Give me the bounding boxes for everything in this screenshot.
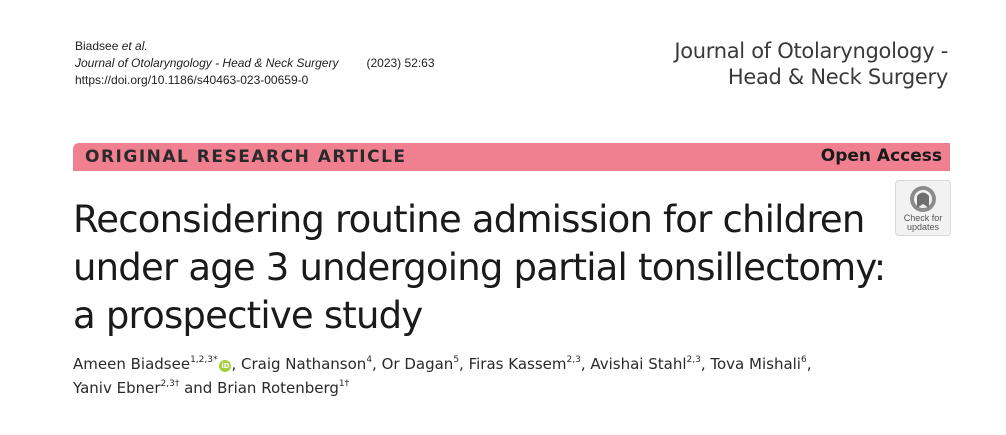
check-for-updates-line2: updates xyxy=(906,222,940,232)
citation-journal: Journal of Otolaryngology - Head & Neck Surgery (2023) 52:63 xyxy=(75,56,435,70)
author-affiliation: 2,3† xyxy=(160,379,180,389)
check-for-updates-button[interactable] xyxy=(895,180,951,236)
journal-brand xyxy=(674,38,948,90)
open-access-label: Open Access xyxy=(820,146,942,166)
author-name[interactable]: Brian Rotenberg xyxy=(217,379,339,397)
check-for-updates-icon xyxy=(908,184,938,214)
journal-brand-line2: Head & Neck Surgery xyxy=(727,65,948,89)
author-affiliation: 4 xyxy=(366,355,373,365)
author-name[interactable]: Tova Mishali xyxy=(710,355,801,373)
author-list xyxy=(73,352,953,400)
author-name[interactable]: Avishai Stahl xyxy=(590,355,687,373)
title-line-2: under age 3 undergoing partial tonsillectomy: xyxy=(73,246,886,289)
author-affiliation: 2,3 xyxy=(686,355,701,365)
title-line-3: a prospective study xyxy=(73,294,423,337)
author-name[interactable]: Yaniv Ebner xyxy=(73,379,161,397)
author-affiliation: 2,3 xyxy=(566,355,581,365)
author-affiliation: 6 xyxy=(800,355,807,365)
citation-block xyxy=(75,38,435,89)
author-line-1: Ameen Biadsee$^{1,2,3*}$iD , Craig Nathanson$^4$, Or Dagan$^5$, Firas Kassem$^{2,3}$, Avishai Stahl$^{2,3}$, Tova Mishali$^6$, xyxy=(73,355,812,373)
author-name[interactable]: Firas Kassem xyxy=(468,355,567,373)
author-name[interactable]: Craig Nathanson xyxy=(241,355,367,373)
citation-doi-link[interactable]: https://doi.org/10.1186/s40463-023-00659-0 xyxy=(75,73,309,87)
author-line-2: Yaniv Ebner$^{2,3\dagger}$ and Brian Rotenberg$^{1\dagger}$ xyxy=(73,379,350,397)
title-line-1: Reconsidering routine admission for children xyxy=(73,198,865,241)
author-affiliation: 5 xyxy=(453,355,460,365)
citation-authors: Biadsee et al. xyxy=(75,39,148,53)
citation-year-volume: (2023) 52:63 xyxy=(366,56,435,70)
author-name[interactable]: Ameen Biadsee xyxy=(73,355,191,373)
orcid-icon[interactable]: iD xyxy=(221,362,230,370)
journal-brand-line1: Journal of Otolaryngology - xyxy=(674,39,948,63)
author-affiliation: 1† xyxy=(338,379,350,389)
article-type-banner xyxy=(73,143,950,171)
author-name[interactable]: Or Dagan xyxy=(381,355,454,373)
article-type-label: ORIGINAL RESEARCH ARTICLE xyxy=(85,147,407,167)
author-affiliation: 1,2,3* xyxy=(190,355,218,365)
check-for-updates-line1: Check for xyxy=(903,213,943,223)
article-title xyxy=(73,196,893,340)
